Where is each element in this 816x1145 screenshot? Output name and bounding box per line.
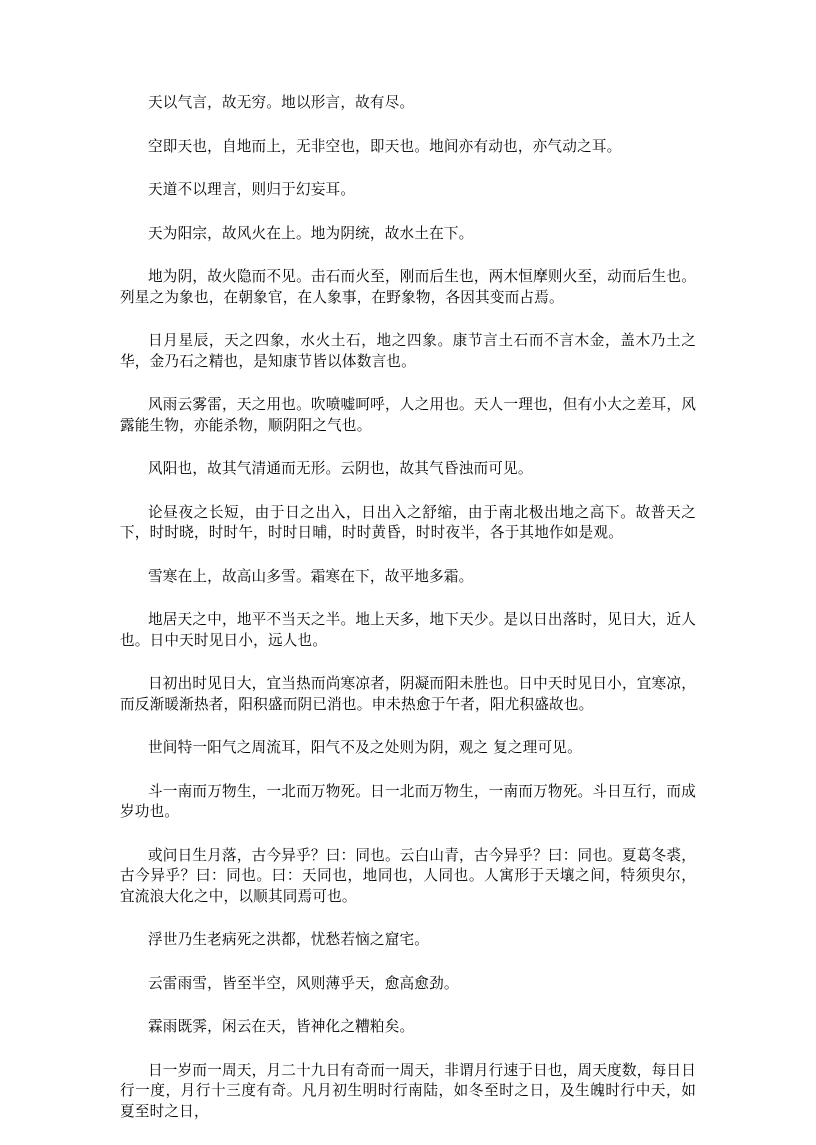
paragraph-14: 斗一南而万物生，一北而万物死。日一北而万物生，一南而万物死。斗日互行，而成岁功也。 (120, 782, 696, 820)
paragraph-18: 霖雨既霁，闲云在天，皆神化之糟粕矣。 (148, 1018, 415, 1035)
paragraph-2: 空即天也，自地而上，无非空也，即天也。地间亦有动也，亦气动之耳。 (148, 137, 622, 155)
paragraph-8: 风阳也，故其气清通而无形。云阴也，故其气昏浊而可见。 (148, 460, 533, 477)
paragraph-19: 日一岁而一周天，月二十九日有奇而一周天，非谓月行速于日也，周天度数，每日日行一度，月行十三度有奇。凡月初生明时行南陆，如冬至时之日，及生魄时行中天，如夏至时之日， (120, 1061, 696, 1120)
document-page (120, 93, 696, 1145)
paragraph-11: 地居天之中，地平不当天之半。地上天多，地下天少。是以日出落时，见日大，近人也。日中天时见日小，远人也。 (120, 611, 696, 649)
paragraph-5: 地为阴，故火隐而不见。击石而火至，刚而后生也，两木恒摩则火至，动而后生也。列星之为象也，在朝象官，在人象事，在野象物，各因其变而占焉。 (120, 268, 696, 306)
paragraph-15: 或问日生月落，古今异乎？曰：同也。云白山青，古今异乎？曰：同也。夏葛冬裘，古今异乎？曰：同也。曰：天同也，地同也，人同也。人寓形于天壤之间，特须臾尔，宜流浪大化之中，以顺其同焉可也。 (120, 846, 696, 905)
paragraph-9: 论昼夜之长短，由于日之出入，日出入之舒缩，由于南北极出地之高下。故普天之下，时时晓，时时午，时时日晡，时时黄昏，时时夜半，各于其地作如是观。 (120, 503, 696, 541)
paragraph-6: 日月星辰，天之四象，水火土石，地之四象。康节言土石而不言木金，盖木乃土之华，金乃石之精也，是知康节皆以体数言也。 (120, 332, 696, 370)
paragraph-13: 世间特一阳气之周流耳，阳气不及之处则为阴，观之 复之理可见。 (148, 739, 582, 756)
paragraph-12: 日初出时见日大，宜当热而尚寒凉者，阴凝而阳未胜也。日中天时见日小，宜寒凉，而反渐暖渐热者，阳积盛而阴已消也。申未热愈于午者，阳尤积盛故也。 (120, 675, 696, 713)
paragraph-7: 风雨云雾雷，天之用也。吹喷嘘呵呼，人之用也。天人一理也，但有小大之差耳，风露能生物，亦能杀物，顺阴阳之气也。 (120, 396, 696, 434)
paragraph-4: 天为阳宗，故风火在上。地为阴统，故水土在下。 (148, 224, 474, 242)
paragraph-16: 浮世乃生老病死之洪都，忧愁若恼之窟宅。 (148, 931, 430, 948)
paragraph-17: 云雷雨雪，皆至半空，风则薄乎天，愈高愈劲。 (148, 974, 459, 992)
paragraph-3: 天道不以理言，则归于幻妄耳。 (148, 181, 356, 198)
paragraph-1: 天以气言，故无穷。地以形言，故有尽。 (148, 94, 415, 111)
paragraph-10: 雪寒在上，故高山多雪。霜寒在下，故平地多霜。 (148, 567, 474, 585)
